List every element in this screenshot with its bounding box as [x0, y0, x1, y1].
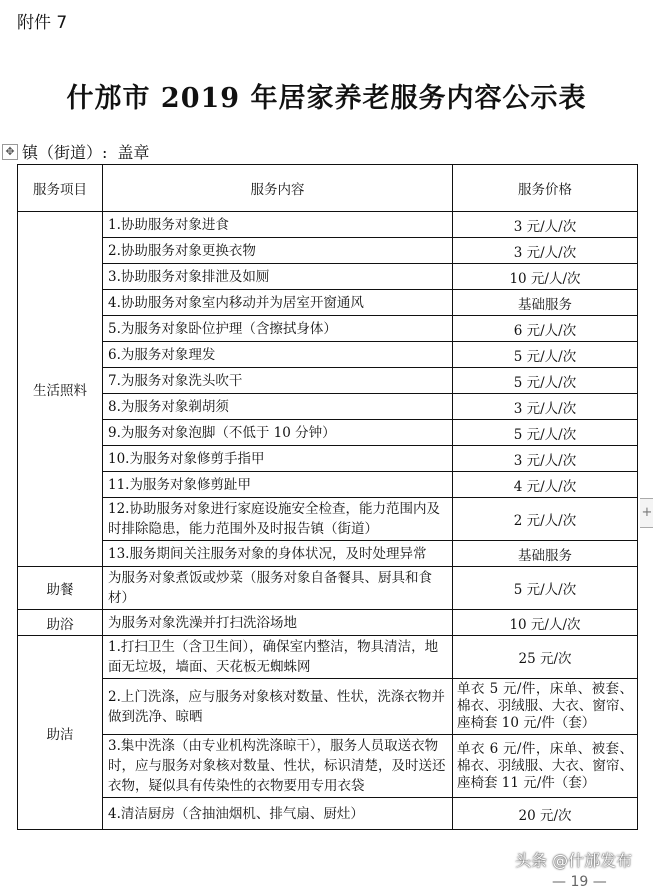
price-cell: 5 元/人/次 — [453, 368, 638, 394]
table-row — [18, 610, 638, 636]
table-row — [18, 498, 638, 541]
table-row — [18, 541, 638, 567]
table-row — [18, 798, 638, 830]
content-cell: 4.清洁厨房（含抽油烟机、排气扇、厨灶） — [103, 798, 453, 830]
content-cell: 为服务对象煮饭或炒菜（服务对象自备餐具、厨具和食材） — [103, 567, 453, 610]
content-cell: 13.服务期间关注服务对象的身体状况，及时处理异常 — [103, 541, 453, 567]
header-price: 服务价格 — [453, 165, 638, 212]
table-row — [18, 420, 638, 446]
content-cell: 9.为服务对象泡脚（不低于 10 分钟） — [103, 420, 453, 446]
content-cell: 8.为服务对象剃胡须 — [103, 394, 453, 420]
content-cell: 1.协助服务对象进食 — [103, 212, 453, 238]
content-cell: 5.为服务对象卧位护理（含擦拭身体） — [103, 316, 453, 342]
price-cell: 5 元/人/次 — [453, 342, 638, 368]
table-row — [18, 446, 638, 472]
table-row — [18, 567, 638, 610]
price-cell: 单衣 6 元/件，床单、被套、棉衣、羽绒服、大衣、窗帘、座椅套 11 元/件（套） — [453, 735, 638, 798]
seal-label: 盖章 — [117, 143, 150, 162]
content-cell: 3.协助服务对象排泄及如厕 — [103, 264, 453, 290]
table-row — [18, 316, 638, 342]
price-cell: 5 元/人/次 — [453, 420, 638, 446]
content-cell: 3.集中洗涤（由专业机构洗涤晾干），服务人员取送衣物时，应与服务对象核对数量、性状，标识清楚，及时送还衣物，疑似具有传染性的衣物要用专用衣袋 — [103, 735, 453, 798]
category-cell: 助浴 — [18, 610, 103, 636]
price-cell: 6 元/人/次 — [453, 316, 638, 342]
page-title: 什邡市 2019 年居家养老服务内容公示表 — [66, 83, 587, 114]
content-cell: 11.为服务对象修剪趾甲 — [103, 472, 453, 498]
category-cell: 生活照料 — [18, 212, 103, 567]
table-row — [18, 212, 638, 238]
table-row — [18, 472, 638, 498]
table-row — [18, 679, 638, 735]
category-cell: 助餐 — [18, 567, 103, 610]
content-cell: 10.为服务对象修剪手指甲 — [103, 446, 453, 472]
town-seal-row — [2, 140, 149, 163]
price-cell: 4 元/人/次 — [453, 472, 638, 498]
content-cell: 2.上门洗涤，应与服务对象核对数量、性状，洗涤衣物并做到洗净、晾晒 — [103, 679, 453, 735]
plus-icon[interactable]: + — [640, 498, 653, 528]
price-cell: 10 元/人/次 — [453, 610, 638, 636]
service-table — [17, 164, 638, 830]
content-cell: 6.为服务对象理发 — [103, 342, 453, 368]
attachment-label: 附件 7 — [17, 13, 68, 33]
table-row — [18, 342, 638, 368]
table-row — [18, 636, 638, 679]
page-number: — 19 — — [552, 874, 607, 890]
watermark: 头条 @什邡发布 — [515, 851, 633, 870]
header-item: 服务项目 — [18, 165, 103, 212]
price-cell: 3 元/人/次 — [453, 212, 638, 238]
table-row — [18, 735, 638, 798]
price-cell: 3 元/人/次 — [453, 238, 638, 264]
table-row — [18, 368, 638, 394]
content-cell: 4.协助服务对象室内移动并为居室开窗通风 — [103, 290, 453, 316]
content-cell: 2.协助服务对象更换衣物 — [103, 238, 453, 264]
table-row — [18, 394, 638, 420]
table-row — [18, 238, 638, 264]
category-cell: 助洁 — [18, 636, 103, 830]
content-cell: 为服务对象洗澡并打扫洗浴场地 — [103, 610, 453, 636]
price-cell: 单衣 5 元/件，床单、被套、棉衣、羽绒服、大衣、窗帘、座椅套 10 元/件（套） — [453, 679, 638, 735]
price-cell: 3 元/人/次 — [453, 394, 638, 420]
town-label: 镇（街道）: — [22, 143, 108, 162]
content-cell: 1.打扫卫生（含卫生间），确保室内整洁，物具清洁，地面无垃圾，墙面、天花板无蜘蛛网 — [103, 636, 453, 679]
table-row — [18, 290, 638, 316]
price-cell: 基础服务 — [453, 290, 638, 316]
price-cell: 基础服务 — [453, 541, 638, 567]
price-cell: 3 元/人/次 — [453, 446, 638, 472]
header-content: 服务内容 — [103, 165, 453, 212]
price-cell: 5 元/人/次 — [453, 567, 638, 610]
price-cell: 2 元/人/次 — [453, 498, 638, 541]
price-cell: 20 元/次 — [453, 798, 638, 830]
price-cell: 10 元/人/次 — [453, 264, 638, 290]
content-cell: 7.为服务对象洗头吹干 — [103, 368, 453, 394]
price-cell: 25 元/次 — [453, 636, 638, 679]
move-arrows-icon[interactable]: ✥ — [2, 144, 18, 160]
table-row — [18, 264, 638, 290]
content-cell: 12.协助服务对象进行家庭设施安全检查，能力范围内及时排除隐患，能力范围外及时报告镇（街道） — [103, 498, 453, 541]
